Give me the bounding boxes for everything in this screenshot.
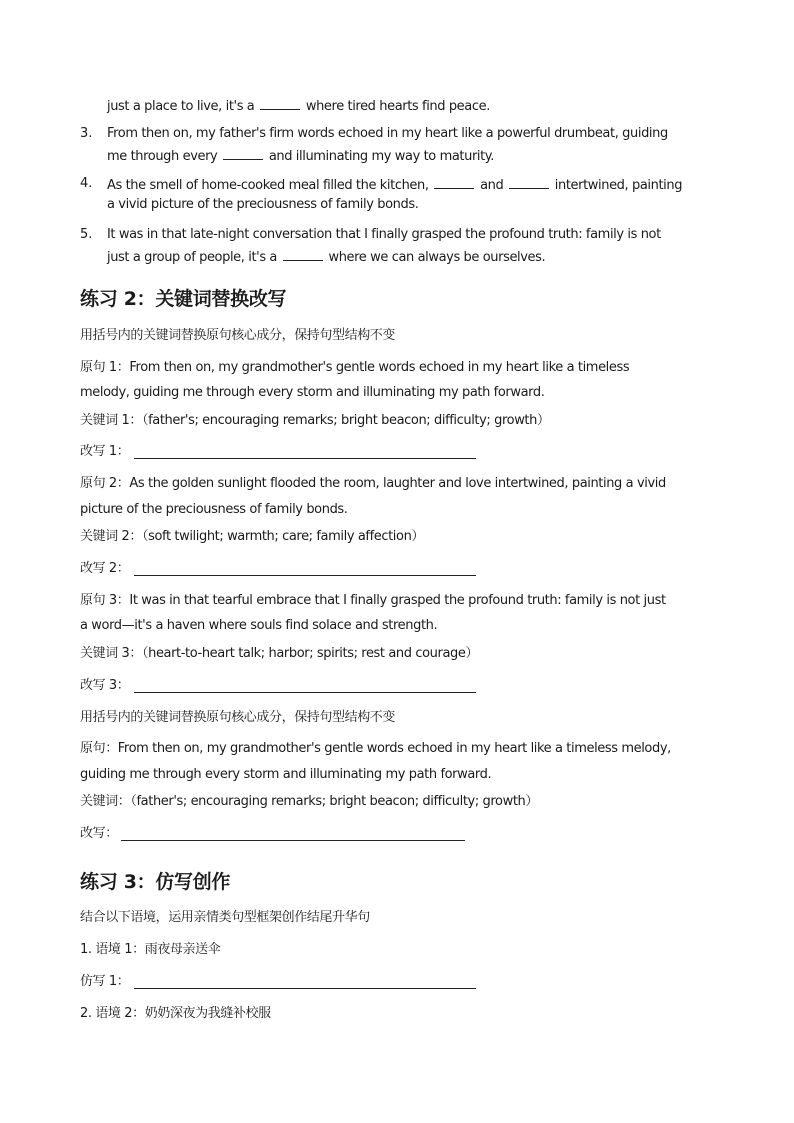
original-sentence-3-line-1: 原句 3：It was in that tearful embrace that I finally grasped the profound truth: family is not just: [80, 593, 666, 608]
rewrite-2-answer-line[interactable]: [134, 575, 476, 576]
item-number: 3.: [80, 126, 93, 141]
original-sentence-3-line-2: a word—it's a haven where souls find solace and strength.: [80, 618, 438, 633]
original-sentence-1-line-1: 原句 1：From then on, my grandmother's gentle words echoed in my heart like a timeless: [80, 360, 630, 375]
keywords-2: 关键词 2：（soft twilight; warmth; care; family affection）: [80, 529, 425, 544]
original-sentence-line-1: 原句：From then on, my grandmother's gentle words echoed in my heart like a timeless melody,: [80, 741, 671, 756]
item-3-line-1: From then on, my father's firm words echoed in my heart like a powerful drumbeat, guiding: [107, 126, 668, 141]
rewrite-answer-line[interactable]: [121, 840, 465, 841]
original-sentence-line-2: guiding me through every storm and illuminating my path forward.: [80, 767, 492, 782]
section-3-title: 练习 3：仿写创作: [80, 871, 231, 893]
imitate-1-answer-line[interactable]: [134, 988, 476, 989]
section-2-title: 练习 2：关键词替换改写: [80, 288, 287, 310]
fill-blank[interactable]: [434, 176, 474, 189]
section-2-instruction-repeat: 用括号内的关键词替换原句核心成分，保持句型结构不变: [80, 710, 396, 725]
section-2-instruction: 用括号内的关键词替换原句核心成分，保持句型结构不变: [80, 328, 396, 343]
item-5-line-2: just a group of people, it's a where we can always be ourselves.: [107, 250, 546, 265]
item-3-line-2: me through every and illuminating my way to maturity.: [107, 149, 494, 164]
rewrite-label: 改写：: [80, 826, 118, 841]
item-2-continuation: just a place to live, it's a where tired hearts find peace.: [107, 99, 490, 114]
item-5-line-1: It was in that late-night conversation that I finally grasped the profound truth: family is not: [107, 227, 661, 242]
keywords: 关键词：（father's; encouraging remarks; bright beacon; difficulty; growth）: [80, 794, 538, 809]
keywords-1: 关键词 1：（father's; encouraging remarks; bright beacon; difficulty; growth）: [80, 413, 550, 428]
original-sentence-2-line-2: picture of the preciousness of family bonds.: [80, 502, 348, 517]
item-4-line-1: As the smell of home-cooked meal filled the kitchen, and intertwined, painting: [107, 178, 683, 193]
rewrite-2-label: 改写 2：: [80, 561, 130, 576]
rewrite-1-label: 改写 1：: [80, 444, 130, 459]
rewrite-1-answer-line[interactable]: [134, 458, 476, 459]
item-number: 4.: [80, 176, 93, 191]
fill-blank[interactable]: [223, 147, 263, 160]
fill-blank[interactable]: [509, 176, 549, 189]
section-3-instruction: 结合以下语境，运用亲情类句型框架创作结尾升华句: [80, 910, 370, 925]
rewrite-3-label: 改写 3：: [80, 678, 130, 693]
fill-blank[interactable]: [260, 97, 300, 110]
context-1: 1. 语境 1：雨夜母亲送伞: [80, 942, 221, 957]
imitate-1-label: 仿写 1：: [80, 974, 130, 989]
rewrite-3-answer-line[interactable]: [134, 692, 476, 693]
original-sentence-1-line-2: melody, guiding me through every storm and illuminating my path forward.: [80, 385, 545, 400]
keywords-3: 关键词 3：（heart-to-heart talk; harbor; spirits; rest and courage）: [80, 646, 479, 661]
item-4-line-2: a vivid picture of the preciousness of family bonds.: [107, 197, 419, 212]
original-sentence-2-line-1: 原句 2：As the golden sunlight flooded the room, laughter and love intertwined, painting a vivid: [80, 476, 666, 491]
item-number: 5.: [80, 227, 93, 242]
context-2: 2. 语境 2：奶奶深夜为我缝补校服: [80, 1006, 271, 1021]
fill-blank[interactable]: [283, 248, 323, 261]
